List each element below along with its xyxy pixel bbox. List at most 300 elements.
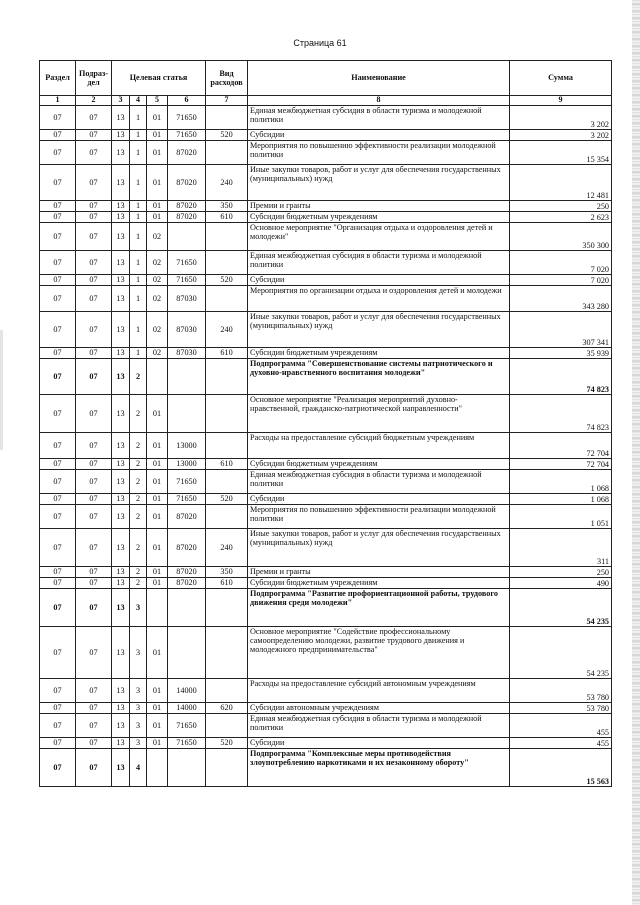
col-number: 9: [510, 96, 612, 106]
cell-program: 13: [112, 251, 130, 275]
cell-subprogram: 2: [130, 359, 147, 395]
cell-podrazdel: 07: [76, 201, 112, 212]
cell-program: 13: [112, 679, 130, 703]
cell-event: 02: [147, 275, 168, 286]
cell-program: 13: [112, 505, 130, 529]
page-header: Страница 61: [293, 38, 347, 48]
col-number: 8: [248, 96, 510, 106]
cell-podrazdel: 07: [76, 395, 112, 433]
cell-name: Единая межбюджетная субсидия в области туризма и молодежной политики: [248, 251, 510, 275]
cell-subprogram: 1: [130, 275, 147, 286]
cell-podrazdel: 07: [76, 459, 112, 470]
cell-direction: 87020: [168, 141, 206, 165]
cell-subprogram: 3: [130, 679, 147, 703]
cell-name: Подпрограмма "Развитие профориентационной работы, трудового движения среди молодежи": [248, 589, 510, 627]
cell-podrazdel: 07: [76, 529, 112, 567]
cell-program: 13: [112, 433, 130, 459]
cell-event: 01: [147, 165, 168, 201]
cell-event: 02: [147, 286, 168, 312]
cell-sum: 1 068: [510, 494, 612, 505]
cell-name: Мероприятия по организации отдыха и оздоровления детей и молодежи: [248, 286, 510, 312]
cell-expense-type: 240: [206, 529, 248, 567]
cell-event: 01: [147, 470, 168, 494]
cell-podrazdel: 07: [76, 275, 112, 286]
cell-direction: 87020: [168, 567, 206, 578]
cell-direction: 71650: [168, 714, 206, 738]
cell-direction: [168, 223, 206, 251]
cell-expense-type: [206, 359, 248, 395]
cell-direction: 71650: [168, 251, 206, 275]
cell-razdel: 07: [40, 223, 76, 251]
cell-subprogram: 2: [130, 395, 147, 433]
cell-direction: 71650: [168, 738, 206, 749]
cell-program: 13: [112, 494, 130, 505]
cell-sum: 72 704: [510, 459, 612, 470]
table-row: [40, 703, 612, 714]
cell-expense-type: [206, 505, 248, 529]
cell-program: 13: [112, 470, 130, 494]
cell-expense-type: [206, 141, 248, 165]
cell-podrazdel: 07: [76, 348, 112, 359]
table-row: [40, 494, 612, 505]
cell-program: 13: [112, 312, 130, 348]
table-row: [40, 201, 612, 212]
cell-razdel: 07: [40, 529, 76, 567]
cell-podrazdel: 07: [76, 679, 112, 703]
col-number: 2: [76, 96, 112, 106]
cell-expense-type: [206, 433, 248, 459]
cell-program: 13: [112, 201, 130, 212]
cell-program: 13: [112, 395, 130, 433]
cell-name: Единая межбюджетная субсидия в области туризма и молодежной политики: [248, 714, 510, 738]
cell-subprogram: 3: [130, 738, 147, 749]
cell-podrazdel: 07: [76, 494, 112, 505]
cell-subprogram: 2: [130, 505, 147, 529]
cell-direction: 87020: [168, 165, 206, 201]
cell-razdel: 07: [40, 165, 76, 201]
cell-direction: 87030: [168, 312, 206, 348]
cell-razdel: 07: [40, 275, 76, 286]
cell-program: 13: [112, 212, 130, 223]
cell-event: 01: [147, 703, 168, 714]
cell-direction: 71650: [168, 106, 206, 130]
cell-name: Субсидии: [248, 494, 510, 505]
cell-name: Субсидии: [248, 275, 510, 286]
cell-sum: 1 068: [510, 470, 612, 494]
cell-podrazdel: 07: [76, 578, 112, 589]
cell-subprogram: 2: [130, 433, 147, 459]
cell-subprogram: 1: [130, 251, 147, 275]
col-header-sum: Сумма: [510, 61, 612, 96]
cell-sum: 311: [510, 529, 612, 567]
cell-podrazdel: 07: [76, 141, 112, 165]
cell-program: 13: [112, 286, 130, 312]
table-header: [40, 61, 612, 106]
cell-sum: 54 235: [510, 589, 612, 627]
cell-direction: [168, 749, 206, 787]
cell-direction: [168, 395, 206, 433]
cell-program: 13: [112, 223, 130, 251]
table-row: [40, 714, 612, 738]
cell-sum: 15 563: [510, 749, 612, 787]
cell-event: 01: [147, 738, 168, 749]
cell-podrazdel: 07: [76, 359, 112, 395]
cell-direction: 87020: [168, 578, 206, 589]
cell-name: Премии и гранты: [248, 567, 510, 578]
cell-program: 13: [112, 627, 130, 679]
cell-name: Подпрограмма "Совершенствование системы патриотического и духовно-нравственного воспитания молодежи": [248, 359, 510, 395]
cell-podrazdel: 07: [76, 433, 112, 459]
cell-expense-type: 240: [206, 312, 248, 348]
cell-sum: 3 202: [510, 106, 612, 130]
cell-program: 13: [112, 529, 130, 567]
cell-program: 13: [112, 275, 130, 286]
cell-name: Мероприятия по повышению эффективности реализации молодежной политики: [248, 505, 510, 529]
cell-razdel: 07: [40, 212, 76, 223]
col-number: 7: [206, 96, 248, 106]
cell-expense-type: [206, 223, 248, 251]
cell-event: 01: [147, 529, 168, 567]
cell-podrazdel: 07: [76, 703, 112, 714]
cell-event: 01: [147, 130, 168, 141]
cell-razdel: 07: [40, 141, 76, 165]
cell-direction: 13000: [168, 459, 206, 470]
cell-program: 13: [112, 106, 130, 130]
table-row: [40, 589, 612, 627]
cell-expense-type: 520: [206, 275, 248, 286]
cell-podrazdel: 07: [76, 165, 112, 201]
cell-sum: 1 051: [510, 505, 612, 529]
cell-podrazdel: 07: [76, 286, 112, 312]
cell-name: Субсидии бюджетным учреждениям: [248, 212, 510, 223]
cell-sum: 54 235: [510, 627, 612, 679]
cell-direction: 87030: [168, 286, 206, 312]
table-row: [40, 359, 612, 395]
table-row: [40, 212, 612, 223]
cell-event: 02: [147, 251, 168, 275]
cell-name: Основное мероприятие "Реализация мероприятий духовно-нравственной, гражданско-патриотической направленности": [248, 395, 510, 433]
cell-program: 13: [112, 130, 130, 141]
cell-sum: 2 623: [510, 212, 612, 223]
table-row: [40, 433, 612, 459]
table-row: [40, 505, 612, 529]
col-number: 4: [130, 96, 147, 106]
cell-event: [147, 749, 168, 787]
cell-expense-type: 610: [206, 578, 248, 589]
table-row: [40, 348, 612, 359]
cell-podrazdel: 07: [76, 714, 112, 738]
cell-expense-type: [206, 251, 248, 275]
cell-razdel: 07: [40, 703, 76, 714]
cell-sum: 3 202: [510, 130, 612, 141]
cell-expense-type: [206, 470, 248, 494]
cell-sum: 15 354: [510, 141, 612, 165]
cell-sum: 455: [510, 738, 612, 749]
cell-subprogram: 1: [130, 106, 147, 130]
cell-razdel: 07: [40, 738, 76, 749]
cell-sum: 307 341: [510, 312, 612, 348]
cell-expense-type: 350: [206, 567, 248, 578]
cell-razdel: 07: [40, 106, 76, 130]
cell-razdel: 07: [40, 714, 76, 738]
cell-expense-type: [206, 286, 248, 312]
cell-razdel: 07: [40, 470, 76, 494]
cell-sum: 250: [510, 567, 612, 578]
cell-sum: 53 780: [510, 679, 612, 703]
cell-razdel: 07: [40, 312, 76, 348]
cell-name: Субсидии автономным учреждениям: [248, 703, 510, 714]
cell-program: 13: [112, 567, 130, 578]
cell-sum: 53 780: [510, 703, 612, 714]
col-number: 1: [40, 96, 76, 106]
cell-direction: 71650: [168, 130, 206, 141]
cell-razdel: 07: [40, 494, 76, 505]
cell-subprogram: 1: [130, 312, 147, 348]
cell-razdel: 07: [40, 589, 76, 627]
cell-podrazdel: 07: [76, 223, 112, 251]
cell-expense-type: [206, 679, 248, 703]
cell-direction: 14000: [168, 679, 206, 703]
cell-razdel: 07: [40, 459, 76, 470]
table-row: [40, 738, 612, 749]
cell-subprogram: 4: [130, 749, 147, 787]
cell-event: 01: [147, 494, 168, 505]
cell-expense-type: 240: [206, 165, 248, 201]
cell-name: Иные закупки товаров, работ и услуг для обеспечения государственных (муниципальных) нужд: [248, 165, 510, 201]
cell-event: 01: [147, 433, 168, 459]
cell-program: 13: [112, 738, 130, 749]
table-row: [40, 529, 612, 567]
cell-expense-type: 610: [206, 212, 248, 223]
cell-sum: 74 823: [510, 395, 612, 433]
cell-sum: 74 823: [510, 359, 612, 395]
table-row: [40, 578, 612, 589]
cell-direction: 87020: [168, 201, 206, 212]
cell-razdel: 07: [40, 567, 76, 578]
cell-direction: 13000: [168, 433, 206, 459]
cell-event: 01: [147, 578, 168, 589]
cell-event: 01: [147, 714, 168, 738]
cell-razdel: 07: [40, 286, 76, 312]
col-number: 3: [112, 96, 130, 106]
cell-podrazdel: 07: [76, 470, 112, 494]
table-row: [40, 141, 612, 165]
cell-name: Субсидии: [248, 130, 510, 141]
cell-program: 13: [112, 578, 130, 589]
cell-sum: 7 020: [510, 251, 612, 275]
cell-subprogram: 3: [130, 589, 147, 627]
cell-expense-type: 610: [206, 348, 248, 359]
cell-razdel: 07: [40, 433, 76, 459]
cell-name: Субсидии бюджетным учреждениям: [248, 348, 510, 359]
cell-expense-type: [206, 749, 248, 787]
table-row: [40, 679, 612, 703]
cell-direction: 87020: [168, 505, 206, 529]
cell-subprogram: 2: [130, 578, 147, 589]
table-row: [40, 130, 612, 141]
cell-subprogram: 3: [130, 703, 147, 714]
cell-subprogram: 3: [130, 714, 147, 738]
cell-direction: 71650: [168, 494, 206, 505]
cell-program: 13: [112, 359, 130, 395]
cell-razdel: 07: [40, 627, 76, 679]
cell-sum: 7 020: [510, 275, 612, 286]
table-body: [40, 106, 612, 787]
cell-sum: 12 481: [510, 165, 612, 201]
cell-event: [147, 589, 168, 627]
cell-razdel: 07: [40, 348, 76, 359]
table-row: [40, 470, 612, 494]
cell-program: 13: [112, 589, 130, 627]
table-row: [40, 165, 612, 201]
cell-expense-type: 610: [206, 459, 248, 470]
cell-name: Расходы на предоставление субсидий бюджетным учреждениям: [248, 433, 510, 459]
cell-name: Единая межбюджетная субсидия в области туризма и молодежной политики: [248, 106, 510, 130]
cell-subprogram: 1: [130, 165, 147, 201]
cell-expense-type: 520: [206, 494, 248, 505]
cell-subprogram: 1: [130, 130, 147, 141]
cell-subprogram: 2: [130, 494, 147, 505]
cell-direction: [168, 627, 206, 679]
cell-sum: 343 280: [510, 286, 612, 312]
cell-razdel: 07: [40, 578, 76, 589]
cell-direction: 71650: [168, 275, 206, 286]
cell-event: 02: [147, 223, 168, 251]
cell-podrazdel: 07: [76, 567, 112, 578]
cell-direction: 87020: [168, 212, 206, 223]
budget-table-container: [39, 60, 611, 787]
col-header-name: Наименование: [248, 61, 510, 96]
cell-event: 01: [147, 567, 168, 578]
cell-program: 13: [112, 141, 130, 165]
cell-event: 01: [147, 505, 168, 529]
cell-subprogram: 1: [130, 141, 147, 165]
cell-name: Премии и гранты: [248, 201, 510, 212]
cell-direction: [168, 359, 206, 395]
cell-name: Субсидии: [248, 738, 510, 749]
cell-name: Иные закупки товаров, работ и услуг для обеспечения государственных (муниципальных) нужд: [248, 312, 510, 348]
table-row: [40, 106, 612, 130]
cell-razdel: 07: [40, 505, 76, 529]
cell-sum: 35 939: [510, 348, 612, 359]
table-row: [40, 223, 612, 251]
cell-name: Расходы на предоставление субсидий автономным учреждениям: [248, 679, 510, 703]
cell-razdel: 07: [40, 130, 76, 141]
scan-edge-mark: [0, 330, 3, 450]
cell-sum: 455: [510, 714, 612, 738]
cell-expense-type: [206, 395, 248, 433]
cell-direction: 87020: [168, 529, 206, 567]
table-row: [40, 312, 612, 348]
cell-event: 01: [147, 459, 168, 470]
cell-program: 13: [112, 703, 130, 714]
cell-event: 01: [147, 679, 168, 703]
cell-subprogram: 1: [130, 286, 147, 312]
cell-expense-type: 620: [206, 703, 248, 714]
budget-table: [39, 60, 612, 787]
col-header-target-article: Целевая статья: [112, 61, 206, 96]
cell-program: 13: [112, 348, 130, 359]
cell-expense-type: [206, 106, 248, 130]
cell-event: 01: [147, 627, 168, 679]
cell-podrazdel: 07: [76, 312, 112, 348]
cell-expense-type: [206, 627, 248, 679]
cell-subprogram: 1: [130, 212, 147, 223]
table-row: [40, 749, 612, 787]
cell-event: 01: [147, 212, 168, 223]
cell-sum: 350 300: [510, 223, 612, 251]
cell-podrazdel: 07: [76, 589, 112, 627]
cell-subprogram: 2: [130, 470, 147, 494]
cell-name: Иные закупки товаров, работ и услуг для обеспечения государственных (муниципальных) нужд: [248, 529, 510, 567]
cell-sum: 72 704: [510, 433, 612, 459]
cell-program: 13: [112, 459, 130, 470]
cell-name: Мероприятия по повышению эффективности реализации молодежной политики: [248, 141, 510, 165]
cell-subprogram: 2: [130, 529, 147, 567]
cell-name: Субсидии бюджетным учреждениям: [248, 459, 510, 470]
cell-subprogram: 1: [130, 223, 147, 251]
cell-subprogram: 2: [130, 459, 147, 470]
cell-subprogram: 3: [130, 627, 147, 679]
col-header-razdel: Раздел: [40, 61, 76, 96]
cell-sum: 250: [510, 201, 612, 212]
cell-program: 13: [112, 165, 130, 201]
cell-razdel: 07: [40, 679, 76, 703]
cell-podrazdel: 07: [76, 130, 112, 141]
col-number: 5: [147, 96, 168, 106]
table-row: [40, 395, 612, 433]
table-row: [40, 251, 612, 275]
cell-direction: 71650: [168, 470, 206, 494]
col-header-expense-type: Вид расходов: [206, 61, 248, 96]
cell-razdel: 07: [40, 749, 76, 787]
cell-podrazdel: 07: [76, 738, 112, 749]
cell-expense-type: 350: [206, 201, 248, 212]
table-row: [40, 459, 612, 470]
cell-subprogram: 2: [130, 567, 147, 578]
scan-edge-shadow: [632, 0, 640, 905]
cell-razdel: 07: [40, 359, 76, 395]
cell-podrazdel: 07: [76, 106, 112, 130]
cell-razdel: 07: [40, 201, 76, 212]
cell-expense-type: [206, 589, 248, 627]
cell-event: 02: [147, 312, 168, 348]
table-row: [40, 627, 612, 679]
cell-podrazdel: 07: [76, 212, 112, 223]
cell-expense-type: [206, 714, 248, 738]
cell-program: 13: [112, 714, 130, 738]
cell-expense-type: 520: [206, 738, 248, 749]
table-row: [40, 286, 612, 312]
cell-subprogram: 1: [130, 348, 147, 359]
cell-sum: 490: [510, 578, 612, 589]
cell-name: Подпрограмма "Комплексные меры противодействия злоупотреблению наркотиками и их незаконному обороту": [248, 749, 510, 787]
cell-name: Основное мероприятие "Содействие профессиональному самоопределению молодежи, развитие трудового движения и молодежного предпринимательства": [248, 627, 510, 679]
cell-direction: [168, 589, 206, 627]
cell-event: 01: [147, 106, 168, 130]
cell-event: 02: [147, 348, 168, 359]
col-number: 6: [168, 96, 206, 106]
cell-razdel: 07: [40, 395, 76, 433]
cell-event: 01: [147, 141, 168, 165]
table-row: [40, 275, 612, 286]
cell-event: 01: [147, 395, 168, 433]
cell-event: [147, 359, 168, 395]
cell-event: 01: [147, 201, 168, 212]
cell-expense-type: 520: [206, 130, 248, 141]
col-header-podrazdel: Подраз-дел: [76, 61, 112, 96]
cell-podrazdel: 07: [76, 251, 112, 275]
